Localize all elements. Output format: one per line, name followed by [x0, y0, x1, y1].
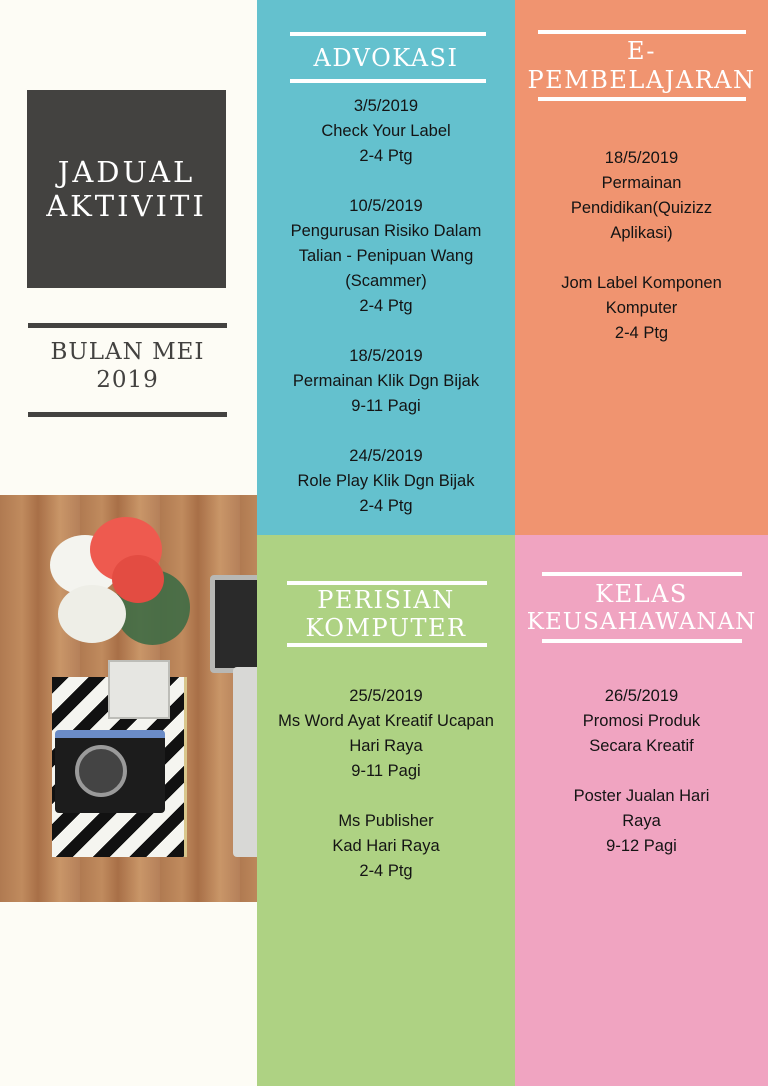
entry-title: Promosi Produk: [582, 712, 701, 730]
page-title: JADUAL AKTIVITI: [46, 155, 207, 223]
panel-heading-line1: E-: [626, 37, 657, 65]
panel-e-pembelajaran: [515, 0, 768, 535]
entry-title: Secara Kreatif: [589, 737, 694, 755]
entry-title: Ms Publisher: [338, 812, 434, 830]
panel-heading-line2: PEMBELAJARAN: [527, 66, 756, 94]
page-subtitle: BULAN MEI 2019: [50, 339, 205, 393]
entry-time: 2-4 Ptg: [359, 297, 413, 315]
entry-title: Permainan Klik Dgn Bijak: [292, 372, 480, 390]
heading-top-rule: [542, 572, 742, 576]
entry-title: (Scammer): [345, 272, 427, 290]
heading-top-rule: [290, 32, 486, 36]
subtitle-top-rule: [28, 323, 227, 328]
subtitle-bottom-rule: [28, 412, 227, 417]
entry-date: 18/5/2019: [604, 149, 679, 167]
panel-kelas-keusahawanan: [515, 535, 768, 1086]
entry-title: Raya: [622, 812, 661, 830]
entry-title: Ms Word Ayat Kreatif Ucapan: [278, 712, 494, 730]
panel-heading-line1: KELAS: [595, 580, 688, 608]
entry-time: 2-4 Ptg: [359, 862, 413, 880]
entry-title: Komputer: [605, 299, 678, 317]
white-flower-shape: [58, 585, 126, 643]
heading-bottom-rule: [287, 643, 487, 647]
entry-time: 9-11 Pagi: [351, 762, 421, 780]
laptop-screen: [210, 575, 257, 673]
entry-title: Check Your Label: [321, 122, 451, 140]
entry-title: Jom Label Komponen: [561, 274, 722, 292]
title-box: [27, 90, 226, 288]
red-flower-shape: [112, 555, 164, 603]
entry-time: 9-12 Pagi: [606, 837, 677, 855]
entry-title: Pengurusan Risiko Dalam: [290, 222, 482, 240]
desk-photo: [0, 495, 257, 902]
entry-title: Hari Raya: [349, 737, 423, 755]
entry-time: 9-11 Pagi: [351, 397, 421, 415]
entry-title: Role Play Klik Dgn Bijak: [297, 472, 475, 490]
entry-time: 2-4 Ptg: [359, 497, 413, 515]
entry-date: 18/5/2019: [349, 347, 423, 365]
entry-title: Aplikasi): [610, 224, 673, 242]
entry-title: Poster Jualan Hari: [573, 787, 710, 805]
panel-heading-line2: KEUSAHAWANAN: [526, 609, 757, 635]
entry-date: 26/5/2019: [604, 687, 679, 705]
panel-heading-line1: PERISIAN: [317, 586, 455, 614]
entry-title: Pendidikan(Quizizz: [570, 199, 713, 217]
entry-date: 24/5/2019: [349, 447, 423, 465]
panel-heading: ADVOKASI: [313, 44, 459, 72]
panel-content: [257, 684, 515, 884]
heading-top-rule: [538, 30, 746, 34]
panel-perisian-komputer: [257, 535, 515, 1086]
panel-content: [257, 94, 515, 519]
panel-content: [515, 684, 768, 859]
panel-advokasi: [257, 0, 515, 535]
entry-title: Permainan: [601, 174, 682, 192]
entry-time: 2-4 Ptg: [359, 147, 413, 165]
heading-bottom-rule: [290, 79, 486, 83]
entry-date: 10/5/2019: [349, 197, 423, 215]
heading-top-rule: [287, 581, 487, 585]
entry-title: Talian - Penipuan Wang: [298, 247, 474, 265]
entry-title: Kad Hari Raya: [332, 837, 440, 855]
panel-heading-line2: KOMPUTER: [305, 614, 467, 642]
entry-time: 2-4 Ptg: [614, 324, 669, 342]
heading-bottom-rule: [542, 639, 742, 643]
entry-date: 25/5/2019: [349, 687, 423, 705]
camera-lens: [75, 745, 127, 797]
laptop-body: [233, 667, 257, 857]
entry-date: 3/5/2019: [353, 97, 419, 115]
camera-flash: [108, 660, 170, 719]
panel-content: [515, 146, 768, 346]
heading-bottom-rule: [538, 97, 746, 101]
